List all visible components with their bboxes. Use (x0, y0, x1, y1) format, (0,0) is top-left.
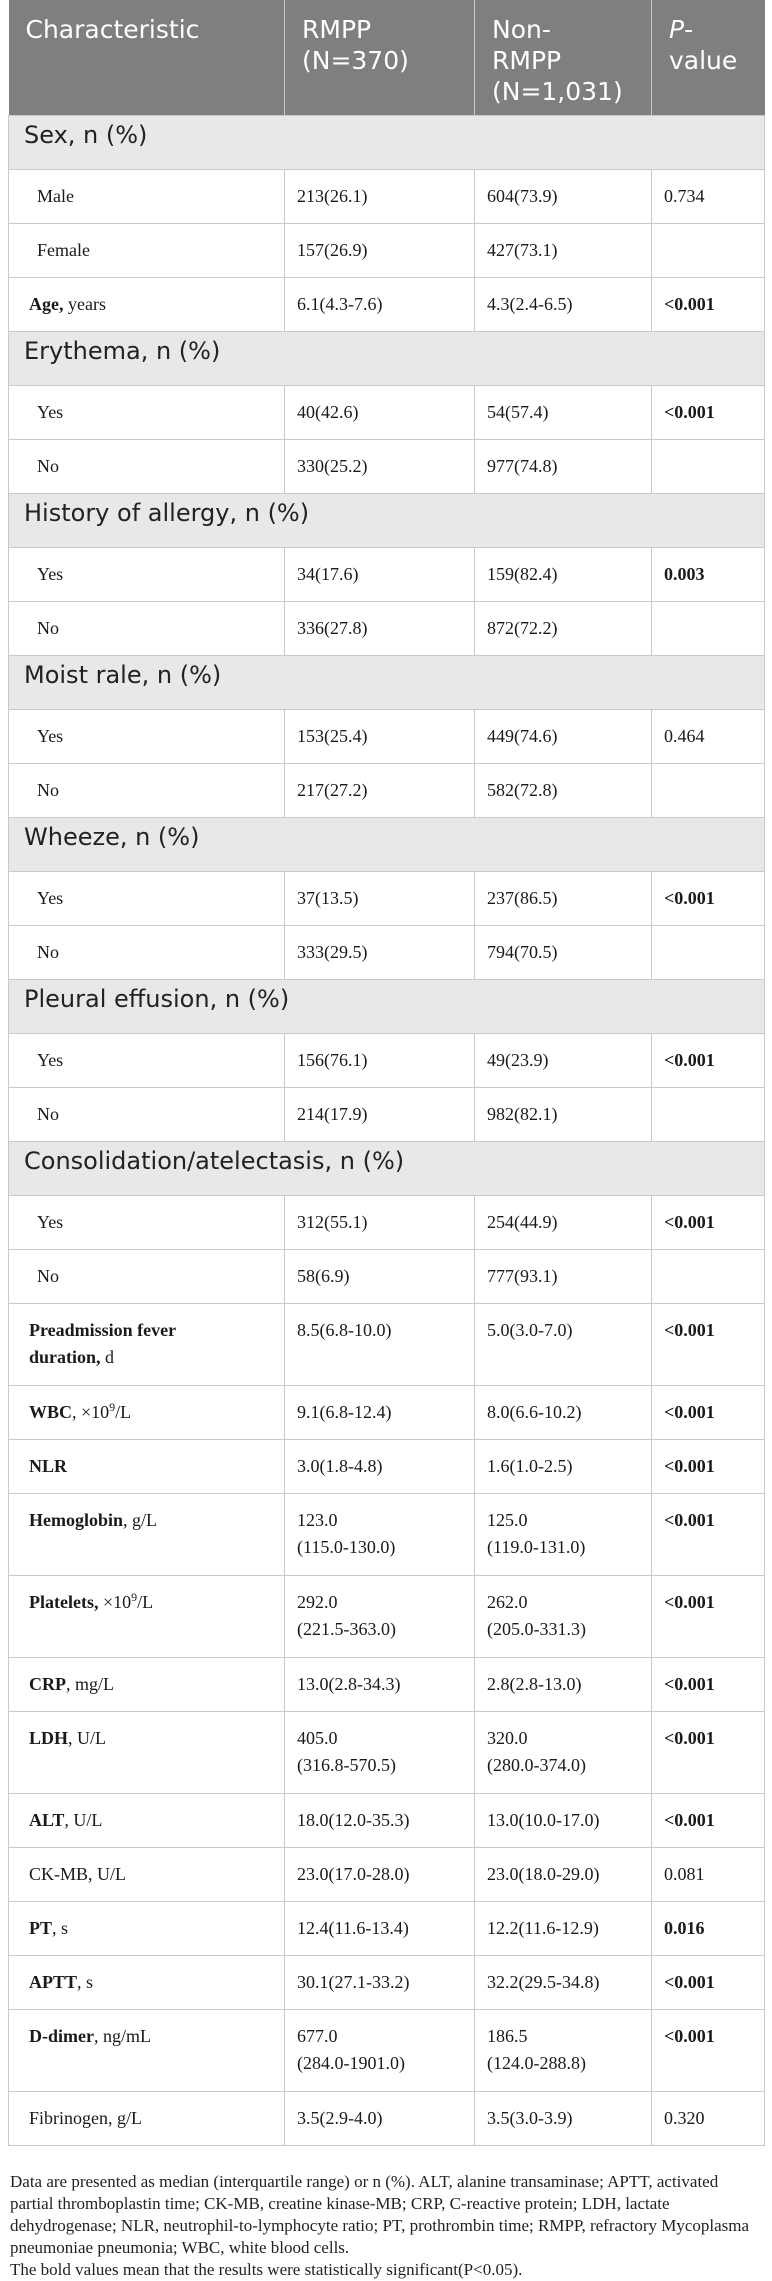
row-label: LDH, U/L (9, 1712, 285, 1794)
section-pleural-effusion: Pleural effusion, n (%) (9, 980, 765, 1034)
p-value: <0.001 (652, 278, 765, 332)
non-rmpp-value: 12.2(11.6-12.9) (475, 1902, 652, 1956)
rmpp-value: 34(17.6) (285, 548, 475, 602)
table-footnote (10, 2171, 762, 2281)
table-row (9, 1034, 765, 1088)
section-wheeze: Wheeze, n (%) (9, 818, 765, 872)
section-row (9, 116, 765, 170)
p-value (652, 1250, 765, 1304)
p-value: 0.016 (652, 1902, 765, 1956)
header-rmpp: RMPP (N=370) (285, 0, 475, 116)
table-row (9, 1902, 765, 1956)
p-value: 0.320 (652, 2092, 765, 2146)
p-value: 0.464 (652, 710, 765, 764)
row-label: CK-MB, U/L (9, 1848, 285, 1902)
section-row (9, 332, 765, 386)
header-non-rmpp: Non- RMPP (N=1,031) (475, 0, 652, 116)
non-rmpp-value: 427(73.1) (475, 224, 652, 278)
p-value: 0.734 (652, 170, 765, 224)
p-value (652, 764, 765, 818)
p-value: 0.003 (652, 548, 765, 602)
rmpp-value: 214(17.9) (285, 1088, 475, 1142)
table-row (9, 1956, 765, 2010)
header-p-value: P- value (652, 0, 765, 116)
table-row (9, 2010, 765, 2092)
p-value: <0.001 (652, 1576, 765, 1658)
header-characteristic: Characteristic (9, 0, 285, 116)
p-value (652, 1088, 765, 1142)
table-row (9, 1196, 765, 1250)
rmpp-value: 123.0 (115.0-130.0) (285, 1494, 475, 1576)
table-row (9, 1794, 765, 1848)
p-value (652, 440, 765, 494)
rmpp-value: 153(25.4) (285, 710, 475, 764)
rmpp-value: 18.0(12.0-35.3) (285, 1794, 475, 1848)
section-row (9, 656, 765, 710)
row-label: Yes (9, 1034, 285, 1088)
section-row (9, 818, 765, 872)
rmpp-value: 58(6.9) (285, 1250, 475, 1304)
table-row (9, 1440, 765, 1494)
table-row (9, 224, 765, 278)
non-rmpp-value: 159(82.4) (475, 548, 652, 602)
non-rmpp-value: 604(73.9) (475, 170, 652, 224)
row-label: Age, years (9, 278, 285, 332)
rmpp-value: 292.0 (221.5-363.0) (285, 1576, 475, 1658)
non-rmpp-value: 125.0 (119.0-131.0) (475, 1494, 652, 1576)
table-row (9, 386, 765, 440)
row-label: Hemoglobin, g/L (9, 1494, 285, 1576)
non-rmpp-value: 186.5 (124.0-288.8) (475, 2010, 652, 2092)
row-label: Yes (9, 548, 285, 602)
table-row (9, 1386, 765, 1440)
rmpp-value: 37(13.5) (285, 872, 475, 926)
rmpp-value: 156(76.1) (285, 1034, 475, 1088)
rmpp-value: 157(26.9) (285, 224, 475, 278)
non-rmpp-value: 254(44.9) (475, 1196, 652, 1250)
rmpp-value: 12.4(11.6-13.4) (285, 1902, 475, 1956)
rmpp-value: 336(27.8) (285, 602, 475, 656)
row-label: APTT, s (9, 1956, 285, 2010)
section-allergy: History of allergy, n (%) (9, 494, 765, 548)
rmpp-value: 40(42.6) (285, 386, 475, 440)
row-label: No (9, 602, 285, 656)
row-label: WBC, $\times 10^9/L$ (9, 1386, 285, 1440)
non-rmpp-value: 872(72.2) (475, 602, 652, 656)
non-rmpp-value: 237(86.5) (475, 872, 652, 926)
non-rmpp-value: 582(72.8) (475, 764, 652, 818)
p-value: <0.001 (652, 1794, 765, 1848)
p-value: <0.001 (652, 1494, 765, 1576)
footnote-abbreviations: Data are presented as median (interquartile range) or n (%). ALT, alanine transaminase; APTT, activated partial thromboplastin time; CK-MB, creatine kinase-MB; CRP, C-reactive protein; LDH, lactate dehydrogenase; NLR, neutrophil-to-lymphocyte ratio; PT, prothrombin time; RMPP, refractory Mycoplasma pneumoniae pneumonia; WBC, white blood cells. (10, 2172, 750, 2257)
rmpp-value: 9.1(6.8-12.4) (285, 1386, 475, 1440)
non-rmpp-value: 5.0(3.0-7.0) (475, 1304, 652, 1386)
rmpp-value: 312(55.1) (285, 1196, 475, 1250)
non-rmpp-value: 8.0(6.6-10.2) (475, 1386, 652, 1440)
rmpp-value: 677.0 (284.0-1901.0) (285, 2010, 475, 2092)
row-label: Fibrinogen, g/L (9, 2092, 285, 2146)
non-rmpp-value: 1.6(1.0-2.5) (475, 1440, 652, 1494)
table-row (9, 1576, 765, 1658)
row-label: Male (9, 170, 285, 224)
footnote-significance: The bold values mean that the results were statistically significant(P<0.05). (10, 2260, 523, 2279)
section-row (9, 1142, 765, 1196)
p-value: <0.001 (652, 1196, 765, 1250)
table-row (9, 602, 765, 656)
non-rmpp-value: 23.0(18.0-29.0) (475, 1848, 652, 1902)
non-rmpp-value: 4.3(2.4-6.5) (475, 278, 652, 332)
rmpp-value: 330(25.2) (285, 440, 475, 494)
rmpp-value: 8.5(6.8-10.0) (285, 1304, 475, 1386)
table-row (9, 764, 765, 818)
non-rmpp-value: 13.0(10.0-17.0) (475, 1794, 652, 1848)
p-value: 0.081 (652, 1848, 765, 1902)
section-row (9, 980, 765, 1034)
table-row (9, 278, 765, 332)
table-row (9, 2092, 765, 2146)
row-label: NLR (9, 1440, 285, 1494)
non-rmpp-value: 320.0 (280.0-374.0) (475, 1712, 652, 1794)
section-row (9, 494, 765, 548)
table-row (9, 1658, 765, 1712)
non-rmpp-value: 2.8(2.8-13.0) (475, 1658, 652, 1712)
table-row (9, 926, 765, 980)
table-row (9, 1848, 765, 1902)
row-label: No (9, 440, 285, 494)
p-value (652, 224, 765, 278)
non-rmpp-value: 977(74.8) (475, 440, 652, 494)
row-label: No (9, 926, 285, 980)
table-header-row (9, 0, 765, 116)
rmpp-value: 405.0 (316.8-570.5) (285, 1712, 475, 1794)
non-rmpp-value: 262.0 (205.0-331.3) (475, 1576, 652, 1658)
row-label: No (9, 1088, 285, 1142)
non-rmpp-value: 449(74.6) (475, 710, 652, 764)
row-label: No (9, 1250, 285, 1304)
non-rmpp-value: 32.2(29.5-34.8) (475, 1956, 652, 2010)
row-label: PT, s (9, 1902, 285, 1956)
section-sex: Sex, n (%) (9, 116, 765, 170)
rmpp-value: 6.1(4.3-7.6) (285, 278, 475, 332)
p-value: <0.001 (652, 1712, 765, 1794)
non-rmpp-value: 982(82.1) (475, 1088, 652, 1142)
table-row (9, 548, 765, 602)
p-value (652, 602, 765, 656)
row-label: Platelets, $\times 10^9/L$ (9, 1576, 285, 1658)
p-value: <0.001 (652, 1034, 765, 1088)
table-row (9, 1088, 765, 1142)
table-row (9, 1712, 765, 1794)
section-consolidation: Consolidation/atelectasis, n (%) (9, 1142, 765, 1196)
non-rmpp-value: 794(70.5) (475, 926, 652, 980)
p-value: <0.001 (652, 386, 765, 440)
p-value (652, 926, 765, 980)
p-value: <0.001 (652, 1440, 765, 1494)
rmpp-value: 3.0(1.8-4.8) (285, 1440, 475, 1494)
non-rmpp-value: 54(57.4) (475, 386, 652, 440)
p-value: <0.001 (652, 1956, 765, 2010)
row-label: Yes (9, 386, 285, 440)
rmpp-value: 213(26.1) (285, 170, 475, 224)
rmpp-value: 13.0(2.8-34.3) (285, 1658, 475, 1712)
rmpp-value: 23.0(17.0-28.0) (285, 1848, 475, 1902)
row-label: CRP, mg/L (9, 1658, 285, 1712)
characteristics-table (8, 0, 765, 2146)
non-rmpp-value: 777(93.1) (475, 1250, 652, 1304)
p-value: <0.001 (652, 1386, 765, 1440)
p-value: <0.001 (652, 872, 765, 926)
row-label: D-dimer, ng/mL (9, 2010, 285, 2092)
row-label: Preadmission fever duration, d (9, 1304, 285, 1386)
rmpp-value: 3.5(2.9-4.0) (285, 2092, 475, 2146)
table-row (9, 170, 765, 224)
table-row (9, 872, 765, 926)
row-label: Yes (9, 872, 285, 926)
table-row (9, 1250, 765, 1304)
section-erythema: Erythema, n (%) (9, 332, 765, 386)
rmpp-value: 30.1(27.1-33.2) (285, 1956, 475, 2010)
row-label: No (9, 764, 285, 818)
p-value: <0.001 (652, 2010, 765, 2092)
rmpp-value: 217(27.2) (285, 764, 475, 818)
characteristics-table-container (8, 0, 764, 2146)
section-moist-rale: Moist rale, n (%) (9, 656, 765, 710)
row-label: Female (9, 224, 285, 278)
row-label: ALT, U/L (9, 1794, 285, 1848)
p-value: <0.001 (652, 1658, 765, 1712)
table-row (9, 1494, 765, 1576)
rmpp-value: 333(29.5) (285, 926, 475, 980)
table-row (9, 440, 765, 494)
row-label: Yes (9, 710, 285, 764)
non-rmpp-value: 3.5(3.0-3.9) (475, 2092, 652, 2146)
table-row (9, 1304, 765, 1386)
p-value: <0.001 (652, 1304, 765, 1386)
non-rmpp-value: 49(23.9) (475, 1034, 652, 1088)
row-label: Yes (9, 1196, 285, 1250)
table-row (9, 710, 765, 764)
